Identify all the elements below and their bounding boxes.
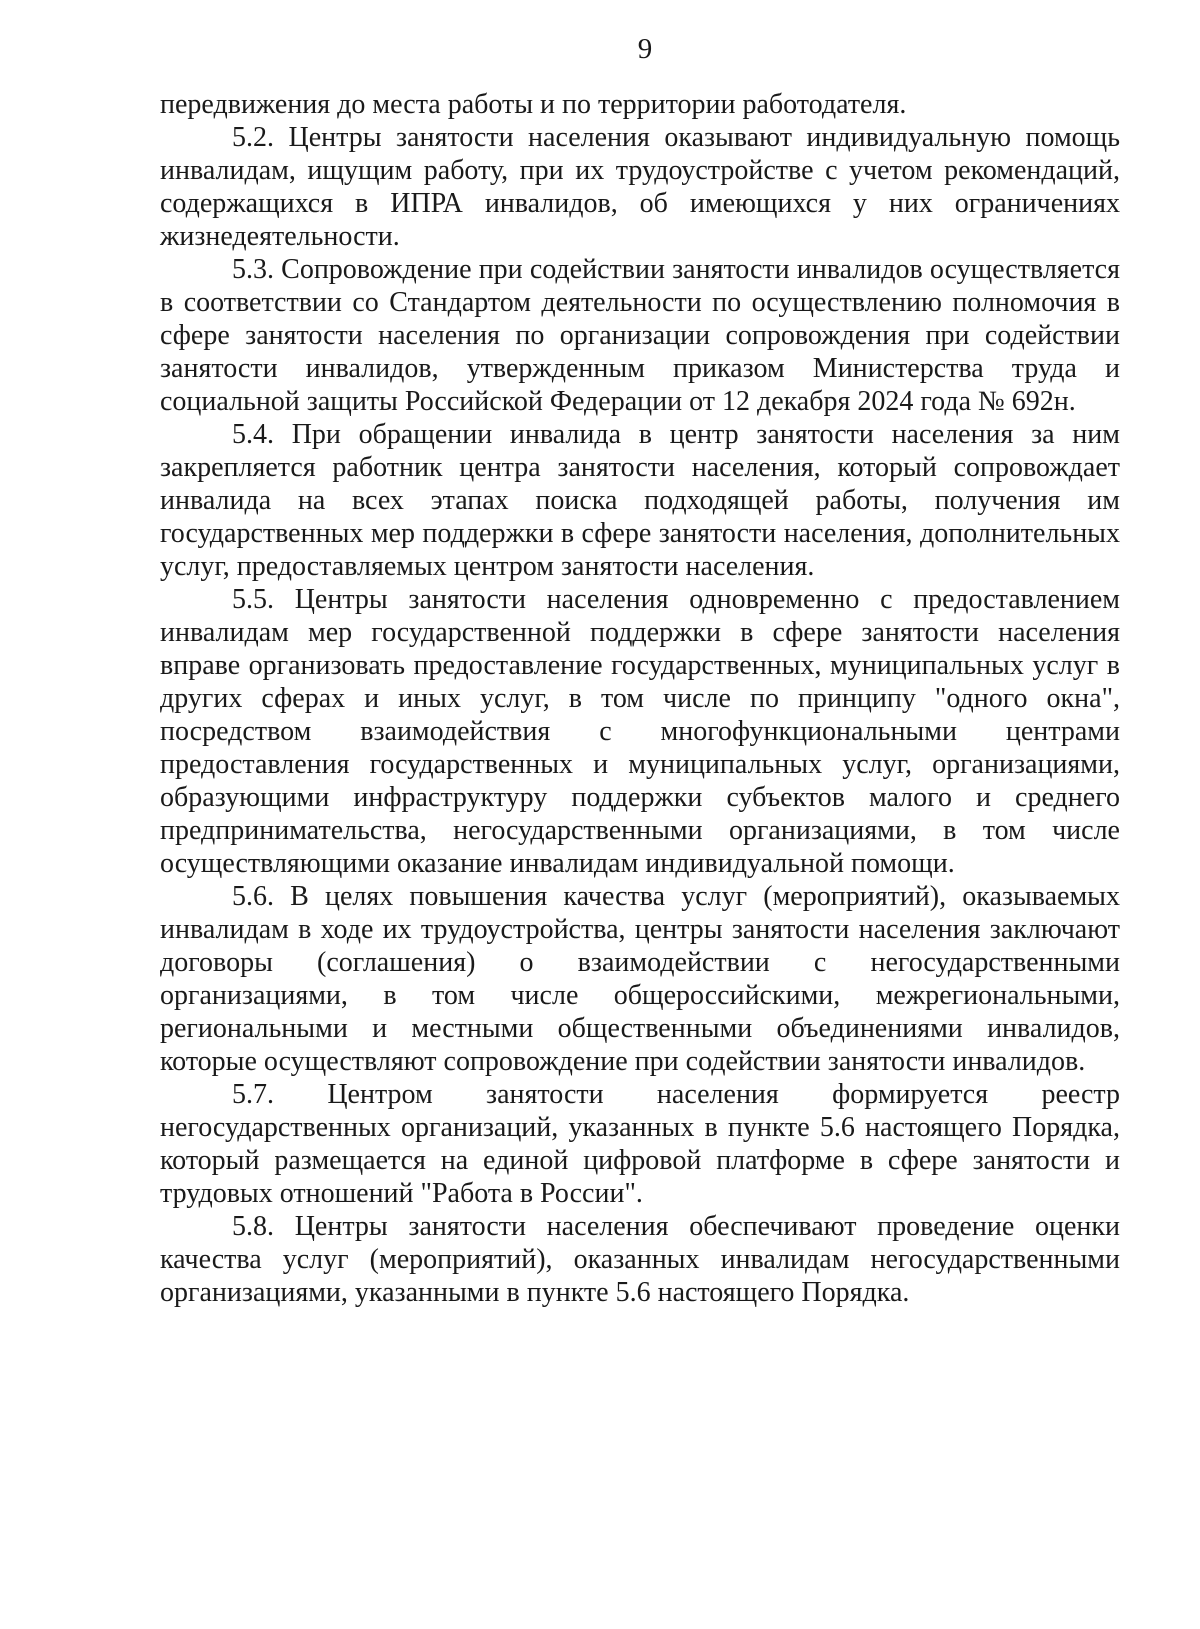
paragraph-5-2: 5.2. Центры занятости населения оказывают индивидуальную помощь инвалидам, ищущим работу, при их трудоустройстве с учетом рекомендаций, содержащихся в ИПРА инвалидов, об имеющихся у них ограничениях жизнедеятельности. [160, 122, 1120, 252]
paragraph-continuation: передвижения до места работы и по территории работодателя. [160, 89, 907, 120]
paragraph-5-6: 5.6. В целях повышения качества услуг (мероприятий), оказываемых инвалидам в ходе их трудоустройства, центры занятости населения заключают договоры (соглашения) о взаимодействии с негосударственными организациями, в том числе общероссийскими, межрегиональными, региональными и местными общественными объединениями инвалидов, которые осуществляют сопровождение при содействии занятости инвалидов. [160, 881, 1120, 1077]
paragraph-5-4: 5.4. При обращении инвалида в центр занятости населения за ним закрепляется работник центра занятости населения, который сопровождает инвалида на всех этапах поиска подходящей работы, получения им государственных мер поддержки в сфере занятости населения, дополнительных услуг, предоставляемых центром занятости населения. [160, 419, 1120, 582]
paragraph-5-7: 5.7. Центром занятости населения формируется реестр негосударственных организаций, указанных в пункте 5.6 настоящего Порядка, который размещается на единой цифровой платформе в сфере занятости и трудовых отношений "Работа в России". [160, 1079, 1120, 1209]
paragraph-5-5: 5.5. Центры занятости населения одновременно с предоставлением инвалидам мер государственной поддержки в сфере занятости населения вправе организовать предоставление государственных, муниципальных услуг в других сферах и иных услуг, в том числе по принципу "одного окна", посредством взаимодействия с многофункциональными центрами предоставления государственных и муниципальных услуг, организациями, образующими инфраструктуру поддержки субъектов малого и среднего предпринимательства, негосударственными организациями, в том числе осуществляющими оказание инвалидам индивидуальной помощи. [160, 584, 1120, 879]
paragraph-5-8: 5.8. Центры занятости населения обеспечивают проведение оценки качества услуг (мероприятий), оказанных инвалидам негосударственными организациями, указанными в пункте 5.6 настоящего Порядка. [160, 1211, 1120, 1308]
document-body [160, 88, 1120, 1309]
page-number: 9 [637, 33, 653, 65]
paragraph-5-3: 5.3. Сопровождение при содействии занятости инвалидов осуществляется в соответствии со Стандартом деятельности по осуществлению полномочия в сфере занятости населения по организации сопровождения при содействии занятости инвалидов, утвержденным приказом Министерства труда и социальной защиты Российской Федерации от 12 декабря 2024 года № 692н. [160, 254, 1120, 417]
